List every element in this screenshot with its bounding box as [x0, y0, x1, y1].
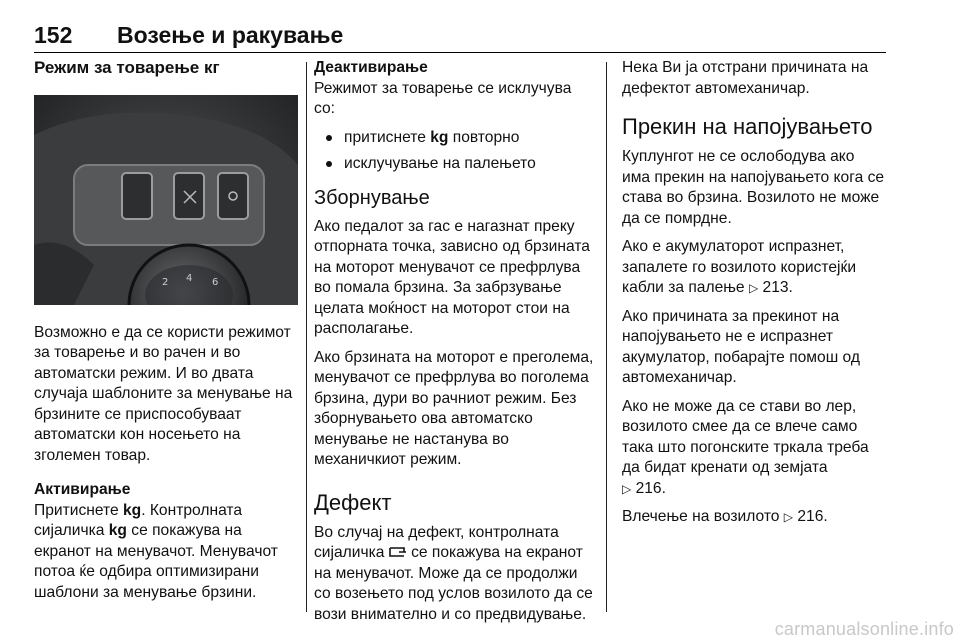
reference-arrow-icon: ▷ [748, 281, 759, 295]
page-number: 152 [34, 22, 73, 48]
page-header [34, 18, 886, 53]
kickdown-heading: Зборнување [314, 186, 430, 209]
overspeed-text: Ако брзината на моторот е преголема, менувачот се префрлува во поголема брзина, дури во рачниот режим. Без зборнувањето ова автоматско менување не настанува во механичкиот режим. [314, 348, 594, 468]
fault-text: Во случај на дефект, контролната сијаличка се покажува на екранот на менувачот. Може да се продолжи со возењето под услов возилото да се вози внимателно и со предвидување. [314, 523, 593, 623]
watermark: carmanualsonline.info [774, 619, 954, 639]
reference-arrow-icon: ▷ [622, 481, 632, 496]
list-item: исклучување на палењето [314, 154, 596, 175]
fault-warning-icon [389, 546, 407, 558]
deactivate-text: Режимот за товарење се исклучува со: [314, 79, 572, 117]
svg-text:6: 6 [212, 276, 219, 288]
reference-arrow-icon: ▷ [783, 510, 794, 524]
power-p1: Куплунгот не се ослободува ако има прекин на напојувањето кога се става во брзина. Возилото не може да се помрдне. [622, 148, 885, 227]
column-1 [34, 58, 300, 611]
gear-selector-photo [34, 95, 298, 305]
power-failure-heading: Прекин на напојувањето [622, 114, 873, 139]
column-3 [622, 58, 886, 536]
power-p2: Ако е акумулаторот испразнет, запалете го возилото користејќи кабли за палење ▷ 213. [622, 238, 857, 296]
mechanic-text: Нека Ви ја отстрани причината на дефектот автомеханичар. [622, 59, 869, 97]
power-p3: Ако причината за прекинот на напојувањето не е испразнет акумулатор, побарајте помош од автомеханичар. [622, 307, 860, 386]
column-divider-2 [606, 62, 607, 612]
svg-text:4: 4 [186, 272, 193, 284]
running-title: Возење и ракување [117, 22, 344, 48]
power-p4: Ако не може да се стави во лер, возилото смее да се влече само така што погонските тркала треба да бидат кренати од земјата ▷ 216. [622, 397, 869, 497]
activate-text: Притиснете kg. Контролната сијаличка kg се покажува на екранот на менувачот. Менувачот потоа ќе одбира оптимизирани шаблони за менување брзини. [34, 501, 278, 601]
list-item: притиснете kg повторно [314, 128, 596, 149]
activate-heading: Активирање [34, 481, 131, 498]
column-divider-1 [306, 62, 307, 612]
gear-panel-illustration [34, 95, 298, 305]
svg-text:2: 2 [162, 276, 169, 288]
fault-heading: Дефект [314, 489, 392, 515]
deactivate-heading: Деактивирање [314, 59, 428, 76]
column-2 [314, 58, 596, 633]
kickdown-text: Ако педалот за гас е нагазнат преку отпорната точка, зависно од брзината на моторот менувачот се префрлува во помала брзина. За забрзување целата моќност на моторот стои на располагање. [314, 217, 590, 337]
deactivate-list [314, 128, 596, 175]
section-heading-load-mode: Режим за товарење кг [34, 58, 220, 77]
load-mode-description: Возможно е да се користи режимот за товарење и во рачен и во автоматски режим. И во двата случаја шаблоните за менување на брзините се приспособуваат автоматски кон носењето на зголемен товар. [34, 323, 293, 464]
power-p5: Влечење на возилото ▷ 216. [622, 508, 828, 525]
